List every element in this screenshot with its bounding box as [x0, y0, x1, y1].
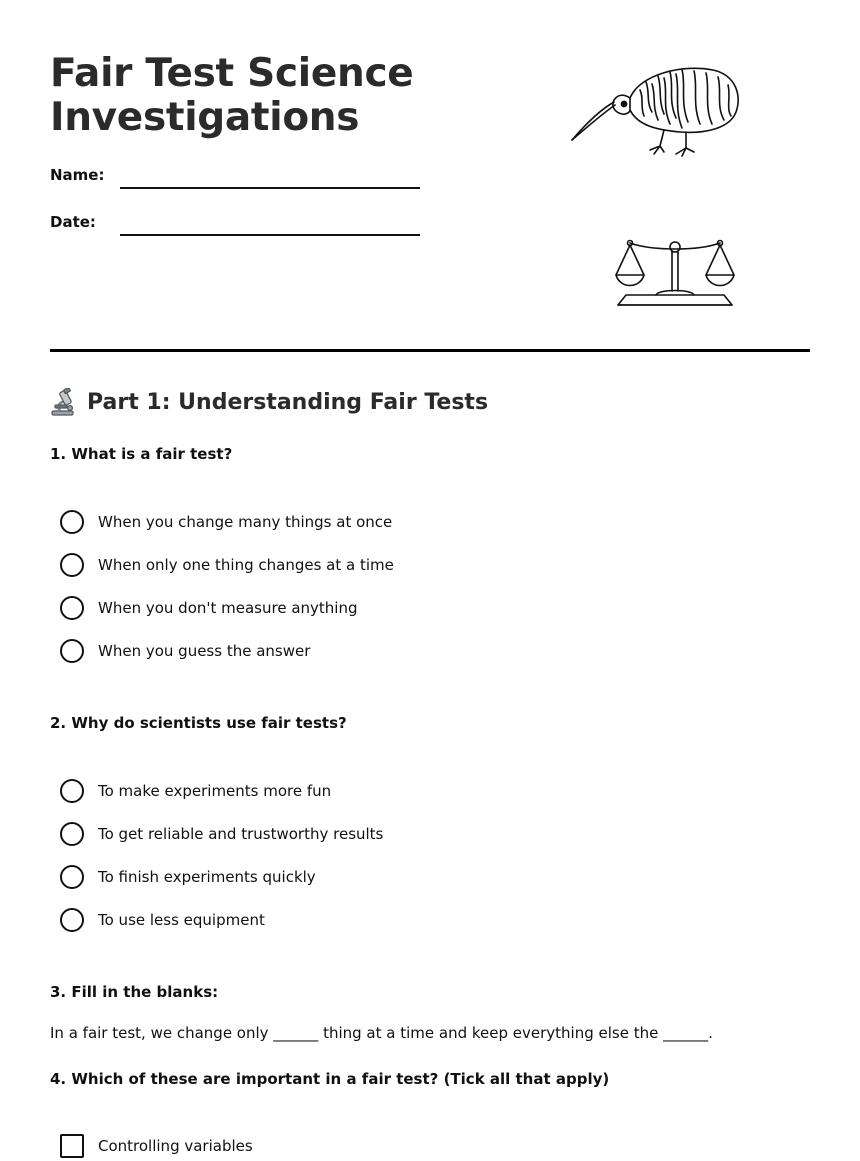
q2-option-3[interactable]: [60, 865, 316, 889]
question-1: 1. What is a fair test?: [50, 445, 233, 463]
name-label: Name:: [50, 166, 105, 184]
q1-option-1[interactable]: [60, 510, 392, 534]
q1-option-4[interactable]: [60, 639, 310, 663]
balance-scale-icon: [612, 235, 738, 311]
question-3: 3. Fill in the blanks:: [50, 983, 219, 1001]
name-field[interactable]: [120, 187, 420, 189]
date-field[interactable]: [120, 234, 420, 236]
radio-button[interactable]: [60, 822, 84, 846]
q1-option-2[interactable]: [60, 553, 394, 577]
q2-option-4[interactable]: [60, 908, 265, 932]
option-label: To finish experiments quickly: [98, 868, 316, 886]
q2-option-2[interactable]: [60, 822, 383, 846]
radio-button[interactable]: [60, 510, 84, 534]
date-label: Date:: [50, 213, 96, 231]
option-label: To use less equipment: [98, 911, 265, 929]
title-line-2: Investigations: [50, 95, 360, 140]
radio-button[interactable]: [60, 779, 84, 803]
part-1-heading-text: Part 1: Understanding Fair Tests: [87, 389, 489, 415]
worksheet-title: [50, 52, 413, 140]
radio-button[interactable]: [60, 865, 84, 889]
title-line-1: Fair Test Science: [50, 51, 414, 96]
radio-button[interactable]: [60, 639, 84, 663]
kiwi-bird-icon: [568, 60, 743, 160]
section-divider: [50, 349, 810, 352]
q2-option-1[interactable]: [60, 779, 331, 803]
radio-button[interactable]: [60, 553, 84, 577]
question-2: 2. Why do scientists use fair tests?: [50, 714, 347, 732]
option-label: When you guess the answer: [98, 642, 311, 660]
option-label: When you change many things at once: [98, 513, 393, 531]
option-label: Controlling variables: [98, 1137, 253, 1155]
microscope-icon: [50, 388, 76, 416]
option-label: When you don't measure anything: [98, 599, 358, 617]
fill-in-blanks-sentence[interactable]: In a fair test, we change only ______ thing at a time and keep everything else the ______.: [50, 1024, 713, 1042]
radio-button[interactable]: [60, 908, 84, 932]
option-label: To make experiments more fun: [98, 782, 332, 800]
checkbox[interactable]: [60, 1134, 84, 1158]
question-4: 4. Which of these are important in a fair test? (Tick all that apply): [50, 1070, 610, 1088]
option-label: When only one thing changes at a time: [98, 556, 394, 574]
radio-button[interactable]: [60, 596, 84, 620]
part-1-heading: [50, 388, 488, 416]
q4-option-1[interactable]: [60, 1134, 253, 1158]
q1-option-3[interactable]: [60, 596, 358, 620]
option-label: To get reliable and trustworthy results: [98, 825, 384, 843]
